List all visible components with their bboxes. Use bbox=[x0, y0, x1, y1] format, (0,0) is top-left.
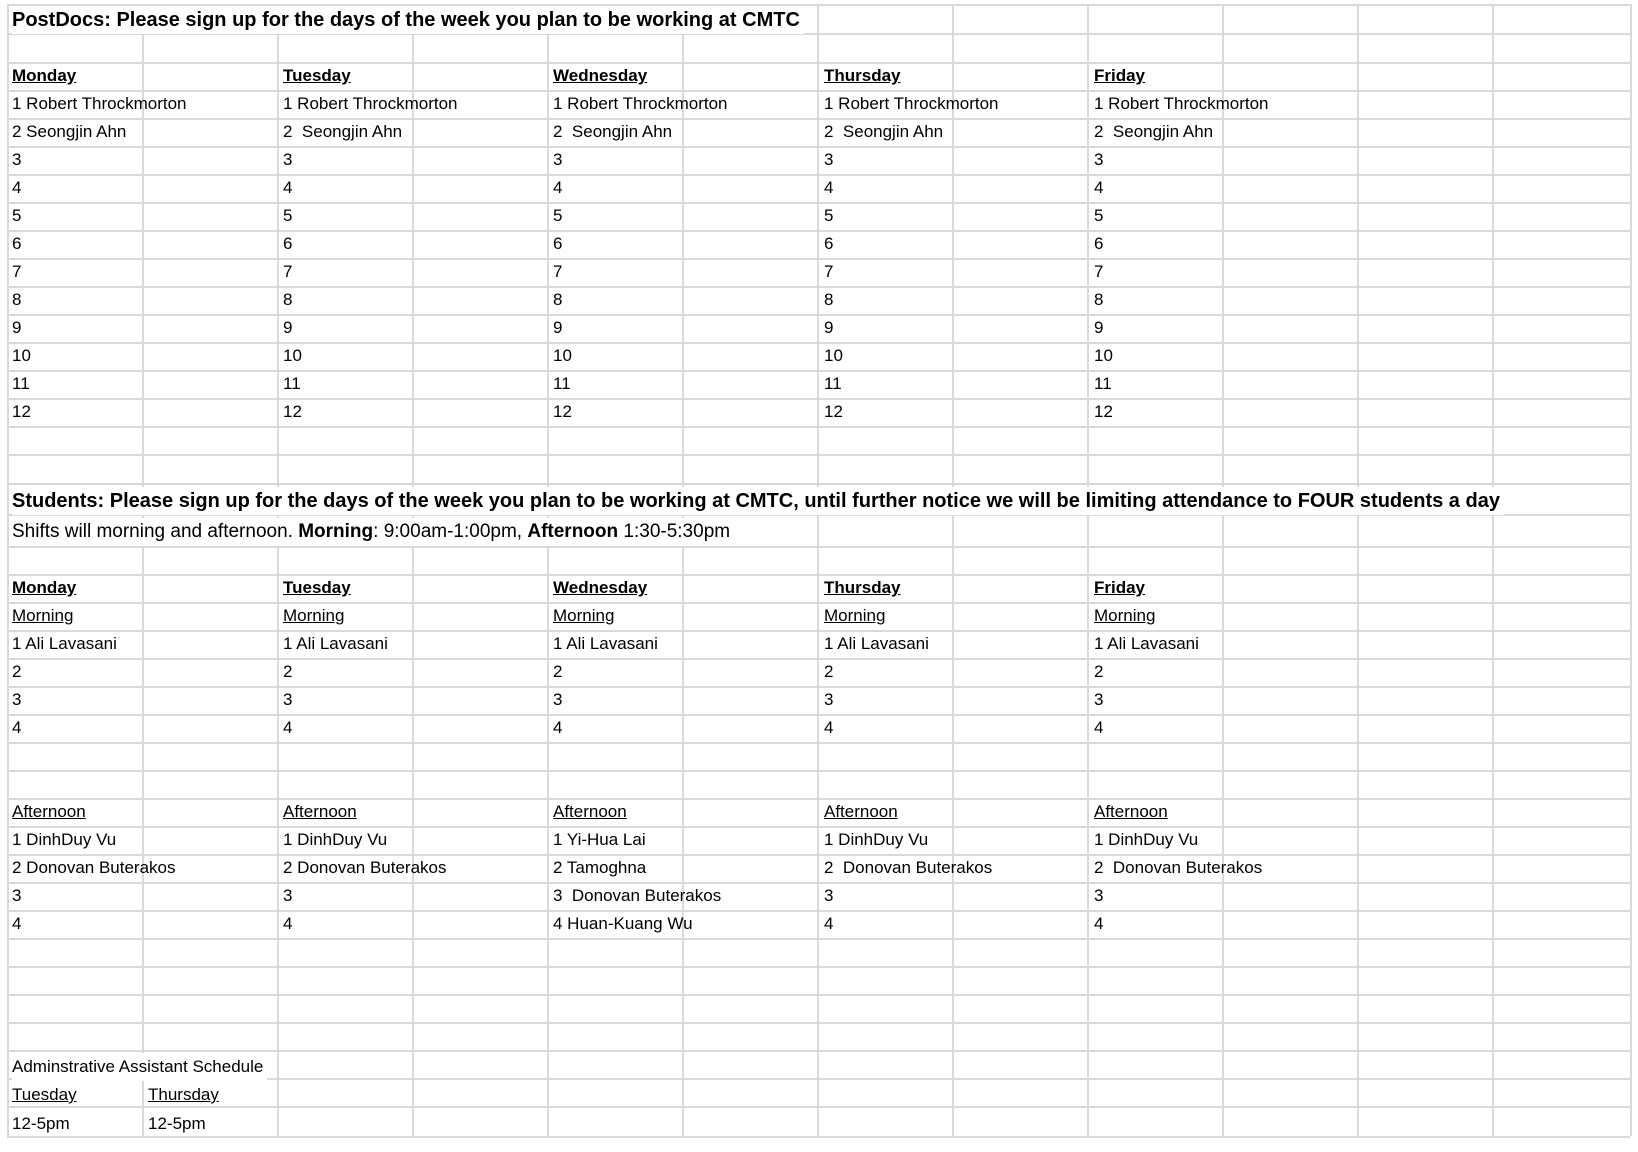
postdocs-slot-monday-5[interactable]: 5 bbox=[12, 206, 22, 225]
postdocs-slot-wednesday-3[interactable]: 3 bbox=[553, 150, 563, 169]
postdocs-slot-thursday-5[interactable]: 5 bbox=[824, 206, 834, 225]
grid-column-line bbox=[1222, 4, 1224, 1136]
afternoon-slot-thursday-4[interactable]: 4 bbox=[824, 914, 834, 933]
postdocs-slot-wednesday-11[interactable]: 11 bbox=[553, 374, 571, 393]
students-day-friday[interactable]: Friday bbox=[1094, 578, 1146, 597]
grid-column-line bbox=[547, 4, 549, 1136]
admin-day-thursday[interactable]: Thursday bbox=[148, 1085, 219, 1104]
postdocs-slot-tuesday-3[interactable]: 3 bbox=[283, 150, 293, 169]
admin-hours-tuesday[interactable]: 12-5pm bbox=[12, 1114, 70, 1133]
afternoon-slot-monday-2[interactable]: 2 Donovan Buterakos bbox=[12, 858, 176, 877]
postdocs-slot-monday-11[interactable]: 11 bbox=[12, 374, 30, 393]
shifts-note[interactable] bbox=[12, 518, 734, 546]
postdocs-slot-thursday-4[interactable]: 4 bbox=[824, 178, 834, 197]
postdocs-slot-wednesday-9[interactable]: 9 bbox=[553, 318, 563, 337]
admin-hours-thursday[interactable]: 12-5pm bbox=[148, 1114, 206, 1133]
morning-slot-monday-1[interactable]: 1 Ali Lavasani bbox=[12, 634, 117, 653]
postdocs-day-tuesday[interactable]: Tuesday bbox=[283, 66, 351, 85]
grid-column-line bbox=[1492, 4, 1494, 1136]
afternoon-slot-tuesday-3[interactable]: 3 bbox=[283, 886, 293, 905]
students-title[interactable]: Students: Please sign up for the days of the week you plan to be working at CMTC, until further notice we will be limiting attendance to FOUR students a day bbox=[12, 487, 1504, 515]
postdocs-slot-monday-9[interactable]: 9 bbox=[12, 318, 22, 337]
morning-slot-tuesday-1[interactable]: 1 Ali Lavasani bbox=[283, 634, 388, 653]
afternoon-slot-tuesday-2[interactable]: 2 Donovan Buterakos bbox=[283, 858, 447, 877]
morning-label-friday[interactable]: Morning bbox=[1094, 606, 1156, 625]
postdocs-slot-wednesday-1[interactable]: 1 Robert Throckmorton bbox=[553, 94, 728, 113]
postdocs-slot-tuesday-5[interactable]: 5 bbox=[283, 206, 293, 225]
morning-slot-monday-4[interactable]: 4 bbox=[12, 718, 22, 737]
afternoon-slot-monday-4[interactable]: 4 bbox=[12, 914, 22, 933]
postdocs-slot-thursday-12[interactable]: 12 bbox=[824, 402, 843, 421]
postdocs-slot-monday-4[interactable]: 4 bbox=[12, 178, 22, 197]
morning-slot-tuesday-2[interactable]: 2 bbox=[283, 662, 293, 681]
postdocs-day-thursday[interactable]: Thursday bbox=[824, 66, 901, 85]
morning-slot-wednesday-1[interactable]: 1 Ali Lavasani bbox=[553, 634, 658, 653]
morning-label-thursday[interactable]: Morning bbox=[824, 606, 886, 625]
postdocs-day-monday[interactable]: Monday bbox=[12, 66, 77, 85]
postdocs-slot-thursday-9[interactable]: 9 bbox=[824, 318, 834, 337]
postdocs-slot-wednesday-7[interactable]: 7 bbox=[553, 262, 563, 281]
afternoon-slot-thursday-2[interactable]: 2 Donovan Buterakos bbox=[824, 858, 993, 877]
postdocs-slot-monday-6[interactable]: 6 bbox=[12, 234, 22, 253]
morning-slot-wednesday-4[interactable]: 4 bbox=[553, 718, 563, 737]
postdocs-slot-thursday-6[interactable]: 6 bbox=[824, 234, 834, 253]
morning-slot-thursday-1[interactable]: 1 Ali Lavasani bbox=[824, 634, 929, 653]
students-day-monday[interactable]: Monday bbox=[12, 578, 77, 597]
postdocs-slot-thursday-1[interactable]: 1 Robert Throckmorton bbox=[824, 94, 999, 113]
grid-column-line bbox=[412, 4, 414, 1136]
morning-slot-tuesday-3[interactable]: 3 bbox=[283, 690, 293, 709]
postdocs-slot-friday-3[interactable]: 3 bbox=[1094, 150, 1104, 169]
postdocs-slot-tuesday-2[interactable]: 2 Seongjin Ahn bbox=[283, 122, 403, 141]
morning-slot-wednesday-3[interactable]: 3 bbox=[553, 690, 563, 709]
morning-slot-monday-2[interactable]: 2 bbox=[12, 662, 22, 681]
postdocs-slot-friday-2[interactable]: 2 Seongjin Ahn bbox=[1094, 122, 1214, 141]
postdocs-slot-monday-10[interactable]: 10 bbox=[12, 346, 31, 365]
grid-column-line bbox=[277, 4, 279, 1136]
morning-label-monday[interactable]: Morning bbox=[12, 606, 74, 625]
grid-column-line bbox=[1357, 4, 1359, 1136]
postdocs-slot-monday-12[interactable]: 12 bbox=[12, 402, 31, 421]
morning-slot-friday-4[interactable]: 4 bbox=[1094, 718, 1104, 737]
postdocs-slot-tuesday-10[interactable]: 10 bbox=[283, 346, 302, 365]
morning-slot-thursday-3[interactable]: 3 bbox=[824, 690, 834, 709]
postdocs-slot-tuesday-12[interactable]: 12 bbox=[283, 402, 302, 421]
postdocs-slot-wednesday-6[interactable]: 6 bbox=[553, 234, 563, 253]
afternoon-slot-tuesday-1[interactable]: 1 DinhDuy Vu bbox=[283, 830, 388, 849]
postdocs-slot-wednesday-12[interactable]: 12 bbox=[553, 402, 572, 421]
students-day-thursday[interactable]: Thursday bbox=[824, 578, 901, 597]
morning-label-tuesday[interactable]: Morning bbox=[283, 606, 345, 625]
shifts-note-afternoon-label: Afternoon bbox=[527, 521, 619, 542]
postdocs-slot-tuesday-4[interactable]: 4 bbox=[283, 178, 293, 197]
postdocs-slot-thursday-7[interactable]: 7 bbox=[824, 262, 834, 281]
shifts-note-lead: Shifts will morning and afternoon. bbox=[12, 521, 299, 542]
afternoon-slot-wednesday-3[interactable]: 3 Donovan Buterakos bbox=[553, 886, 722, 905]
postdocs-slot-thursday-8[interactable]: 8 bbox=[824, 290, 834, 309]
grid-column-line bbox=[142, 4, 144, 1136]
postdocs-slot-tuesday-1[interactable]: 1 Robert Throckmorton bbox=[283, 94, 458, 113]
afternoon-slot-thursday-1[interactable]: 1 DinhDuy Vu bbox=[824, 830, 929, 849]
postdocs-title[interactable]: PostDocs: Please sign up for the days of the week you plan to be working at CMTC bbox=[12, 6, 804, 34]
morning-slot-wednesday-2[interactable]: 2 bbox=[553, 662, 563, 681]
postdocs-day-wednesday[interactable]: Wednesday bbox=[553, 66, 648, 85]
postdocs-day-friday[interactable]: Friday bbox=[1094, 66, 1146, 85]
postdocs-slot-wednesday-10[interactable]: 10 bbox=[553, 346, 572, 365]
grid-column-line bbox=[1087, 4, 1089, 1136]
students-day-wednesday[interactable]: Wednesday bbox=[553, 578, 648, 597]
afternoon-label-wednesday[interactable]: Afternoon bbox=[553, 802, 627, 821]
postdocs-slot-tuesday-6[interactable]: 6 bbox=[283, 234, 293, 253]
afternoon-slot-friday-1[interactable]: 1 DinhDuy Vu bbox=[1094, 830, 1199, 849]
morning-slot-friday-1[interactable]: 1 Ali Lavasani bbox=[1094, 634, 1199, 653]
afternoon-label-tuesday[interactable]: Afternoon bbox=[283, 802, 357, 821]
students-day-tuesday[interactable]: Tuesday bbox=[283, 578, 351, 597]
grid-column-line bbox=[1630, 4, 1632, 1136]
afternoon-slot-monday-1[interactable]: 1 DinhDuy Vu bbox=[12, 830, 117, 849]
morning-slot-friday-2[interactable]: 2 bbox=[1094, 662, 1104, 681]
afternoon-slot-tuesday-4[interactable]: 4 bbox=[283, 914, 293, 933]
afternoon-slot-wednesday-1[interactable]: 1 Yi-Hua Lai bbox=[553, 830, 646, 849]
postdocs-slot-friday-8[interactable]: 8 bbox=[1094, 290, 1104, 309]
morning-slot-thursday-4[interactable]: 4 bbox=[824, 718, 834, 737]
postdocs-slot-monday-2[interactable]: 2 Seongjin Ahn bbox=[12, 122, 127, 141]
postdocs-slot-monday-8[interactable]: 8 bbox=[12, 290, 22, 309]
postdocs-slot-friday-4[interactable]: 4 bbox=[1094, 178, 1104, 197]
postdocs-slot-monday-3[interactable]: 3 bbox=[12, 150, 22, 169]
afternoon-slot-wednesday-4[interactable]: 4 Huan-Kuang Wu bbox=[553, 914, 693, 933]
admin-title[interactable]: Adminstrative Assistant Schedule bbox=[12, 1053, 267, 1081]
afternoon-label-monday[interactable]: Afternoon bbox=[12, 802, 86, 821]
postdocs-slot-tuesday-11[interactable]: 11 bbox=[283, 374, 301, 393]
postdocs-slot-tuesday-7[interactable]: 7 bbox=[283, 262, 293, 281]
postdocs-slot-friday-10[interactable]: 10 bbox=[1094, 346, 1113, 365]
shifts-note-morning-label: Morning bbox=[298, 521, 374, 542]
postdocs-slot-wednesday-4[interactable]: 4 bbox=[553, 178, 563, 197]
grid-column-line bbox=[817, 4, 819, 1136]
postdocs-slot-monday-1[interactable]: 1 Robert Throckmorton bbox=[12, 94, 187, 113]
postdocs-slot-friday-5[interactable]: 5 bbox=[1094, 206, 1104, 225]
morning-slot-friday-3[interactable]: 3 bbox=[1094, 690, 1104, 709]
postdocs-slot-wednesday-8[interactable]: 8 bbox=[553, 290, 563, 309]
postdocs-slot-thursday-3[interactable]: 3 bbox=[824, 150, 834, 169]
grid-column-line bbox=[952, 4, 954, 1136]
shifts-note-afternoon-time: 1:30-5:30pm bbox=[618, 521, 731, 542]
morning-label-wednesday[interactable]: Morning bbox=[553, 606, 615, 625]
postdocs-slot-monday-7[interactable]: 7 bbox=[12, 262, 22, 281]
postdocs-slot-friday-1[interactable]: 1 Robert Throckmorton bbox=[1094, 94, 1269, 113]
postdocs-slot-thursday-10[interactable]: 10 bbox=[824, 346, 843, 365]
afternoon-slot-friday-2[interactable]: 2 Donovan Buterakos bbox=[1094, 858, 1263, 877]
shifts-note-morning-time: : 9:00am-1:00pm, bbox=[373, 521, 528, 542]
afternoon-slot-wednesday-2[interactable]: 2 Tamoghna bbox=[553, 858, 647, 877]
afternoon-label-friday[interactable]: Afternoon bbox=[1094, 802, 1168, 821]
grid-row-line bbox=[7, 1136, 1630, 1138]
postdocs-slot-friday-9[interactable]: 9 bbox=[1094, 318, 1104, 337]
afternoon-slot-thursday-3[interactable]: 3 bbox=[824, 886, 834, 905]
grid-column-line bbox=[682, 4, 684, 1136]
afternoon-slot-friday-3[interactable]: 3 bbox=[1094, 886, 1104, 905]
morning-slot-tuesday-4[interactable]: 4 bbox=[283, 718, 293, 737]
postdocs-slot-thursday-2[interactable]: 2 Seongjin Ahn bbox=[824, 122, 944, 141]
postdocs-slot-tuesday-9[interactable]: 9 bbox=[283, 318, 293, 337]
postdocs-slot-thursday-11[interactable]: 11 bbox=[824, 374, 842, 393]
afternoon-slot-friday-4[interactable]: 4 bbox=[1094, 914, 1104, 933]
postdocs-slot-friday-7[interactable]: 7 bbox=[1094, 262, 1104, 281]
postdocs-slot-wednesday-2[interactable]: 2 Seongjin Ahn bbox=[553, 122, 673, 141]
morning-slot-monday-3[interactable]: 3 bbox=[12, 690, 22, 709]
afternoon-slot-monday-3[interactable]: 3 bbox=[12, 886, 22, 905]
postdocs-slot-tuesday-8[interactable]: 8 bbox=[283, 290, 293, 309]
postdocs-slot-wednesday-5[interactable]: 5 bbox=[553, 206, 563, 225]
grid-column-line bbox=[7, 4, 9, 1136]
admin-day-tuesday[interactable]: Tuesday bbox=[12, 1085, 77, 1104]
postdocs-slot-friday-11[interactable]: 11 bbox=[1094, 374, 1112, 393]
afternoon-label-thursday[interactable]: Afternoon bbox=[824, 802, 898, 821]
postdocs-slot-friday-12[interactable]: 12 bbox=[1094, 402, 1113, 421]
morning-slot-thursday-2[interactable]: 2 bbox=[824, 662, 834, 681]
postdocs-slot-friday-6[interactable]: 6 bbox=[1094, 234, 1104, 253]
